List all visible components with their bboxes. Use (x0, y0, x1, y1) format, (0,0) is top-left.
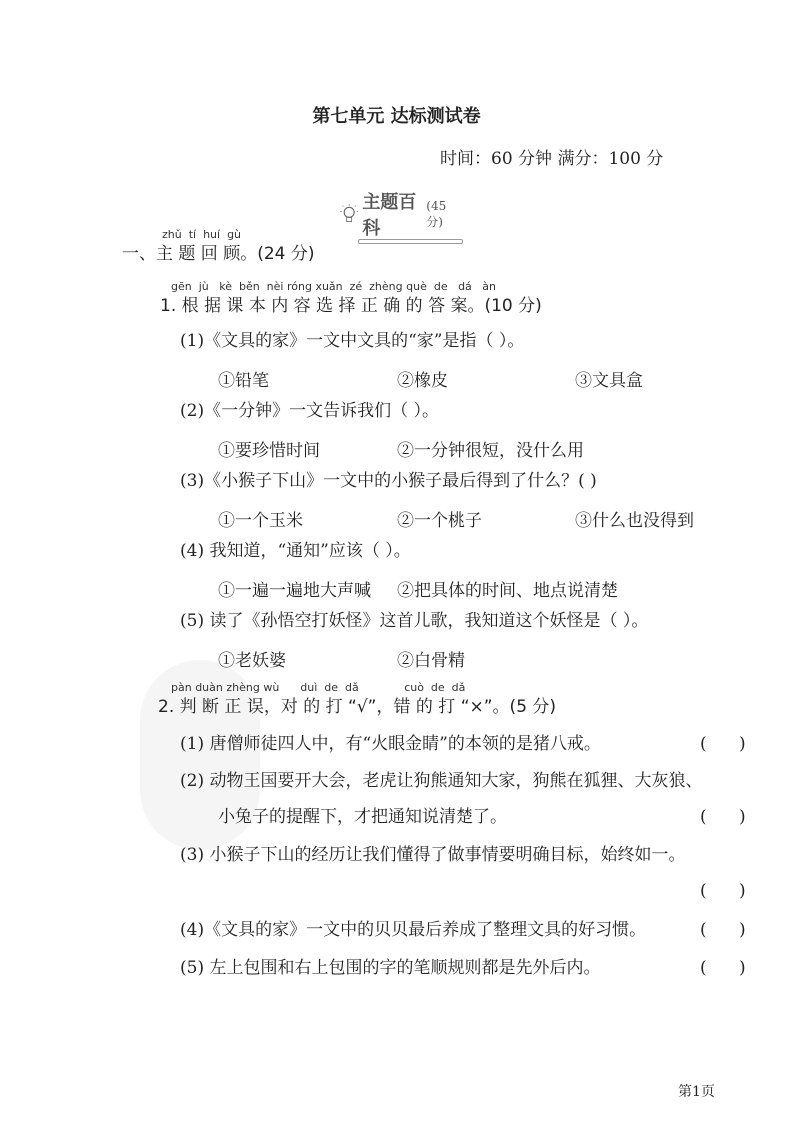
q1-item-3-option-3: ③什么也没得到 (575, 511, 694, 531)
q1-item-5: (5) 读了《孙悟空打妖怪》这首儿歌，我知道这个妖怪是（ ）。 (180, 611, 649, 631)
q2-item-4-answer-bracket[interactable]: ( ) (700, 920, 746, 940)
q2-item-5: (5) 左上包围和右上包围的字的笔顺规则都是先外后内。 (180, 958, 601, 978)
lightbulb-icon (340, 202, 358, 226)
q1-item-3: (3)《小猴子下山》一文中的小猴子最后得到了什么？( ) (180, 471, 597, 491)
q1-item-4-option-1: ①一遍一遍地大声喊 (218, 581, 371, 601)
q1-pinyin: gēn jù kè běn nèi róng xuǎn zé zhèng què de dá àn (171, 280, 497, 293)
q2-item-4: (4)《文具的家》一文中的贝贝最后养成了整理文具的好习惯。 (180, 920, 647, 940)
q2-item-2: (2) 动物王国要开大会，老虎让狗熊通知大家，狗熊在狐狸、大灰狼、 (180, 771, 703, 791)
q1-item-2-option-2: ②一分钟很短，没什么用 (397, 441, 584, 461)
q1-item-3-option-1: ①一个玉米 (218, 511, 303, 531)
banner-score: (45 分) (426, 198, 447, 229)
q1-item-2-option-1: ①要珍惜时间 (218, 441, 320, 461)
section1-pinyin: zhǔ tí huí gù (162, 228, 242, 241)
q1-item-2: (2)《一分钟》一文告诉我们（ ）。 (180, 401, 439, 421)
page-number: 第1页 (678, 1084, 715, 1100)
q1-item-1: (1)《文具的家》一文中文具的“家”是指（ ）。 (180, 331, 525, 351)
q2-pinyin: pàn duàn zhèng wù duì de dǎ cuò de dǎ (171, 681, 466, 694)
q2-heading: 2. 判 断 正 误，对 的 打 “√”，错 的 打 “×”。(5 分) (158, 697, 557, 717)
exam-meta: 时间：60 分钟 满分：100 分 (440, 149, 664, 169)
banner-underline (358, 239, 463, 244)
page-title: 第七单元 达标测试卷 (312, 106, 481, 127)
q2-item-1-answer-bracket[interactable]: ( ) (700, 734, 746, 754)
q1-item-5-option-1: ①老妖婆 (218, 651, 286, 671)
q2-item-2-continued: 小兔子的提醒下，才把通知说清楚了。 (218, 807, 507, 827)
section1-heading: 一、主 题 回 顾。(24 分) (122, 244, 315, 264)
q1-item-4-option-2: ②把具体的时间、地点说清楚 (397, 581, 618, 601)
q2-item-3: (3) 小猴子下山的经历让我们懂得了做事情要明确目标，始终如一。 (180, 845, 686, 865)
q2-item-5-answer-bracket[interactable]: ( ) (700, 958, 746, 978)
q1-item-1-option-3: ③文具盒 (575, 371, 643, 391)
q2-item-2-answer-bracket[interactable]: ( ) (700, 807, 746, 827)
q2-item-3-answer-bracket[interactable]: ( ) (700, 881, 746, 901)
banner-label: 主题百科 (362, 192, 417, 239)
q1-item-3-option-2: ②一个桃子 (397, 511, 482, 531)
q1-heading: 1. 根 据 课 本 内 容 选 择 正 确 的 答 案。(10 分) (160, 296, 542, 316)
q1-item-4: (4) 我知道，“通知”应该（ ）。 (180, 541, 411, 561)
section-banner (340, 188, 460, 240)
q1-item-1-option-2: ②橡皮 (397, 371, 448, 391)
q2-item-1: (1) 唐僧师徒四人中，有“火眼金睛”的本领的是猪八戒。 (180, 734, 601, 754)
q1-item-1-option-1: ①铅笔 (218, 371, 269, 391)
q1-item-5-option-2: ②白骨精 (397, 651, 465, 671)
